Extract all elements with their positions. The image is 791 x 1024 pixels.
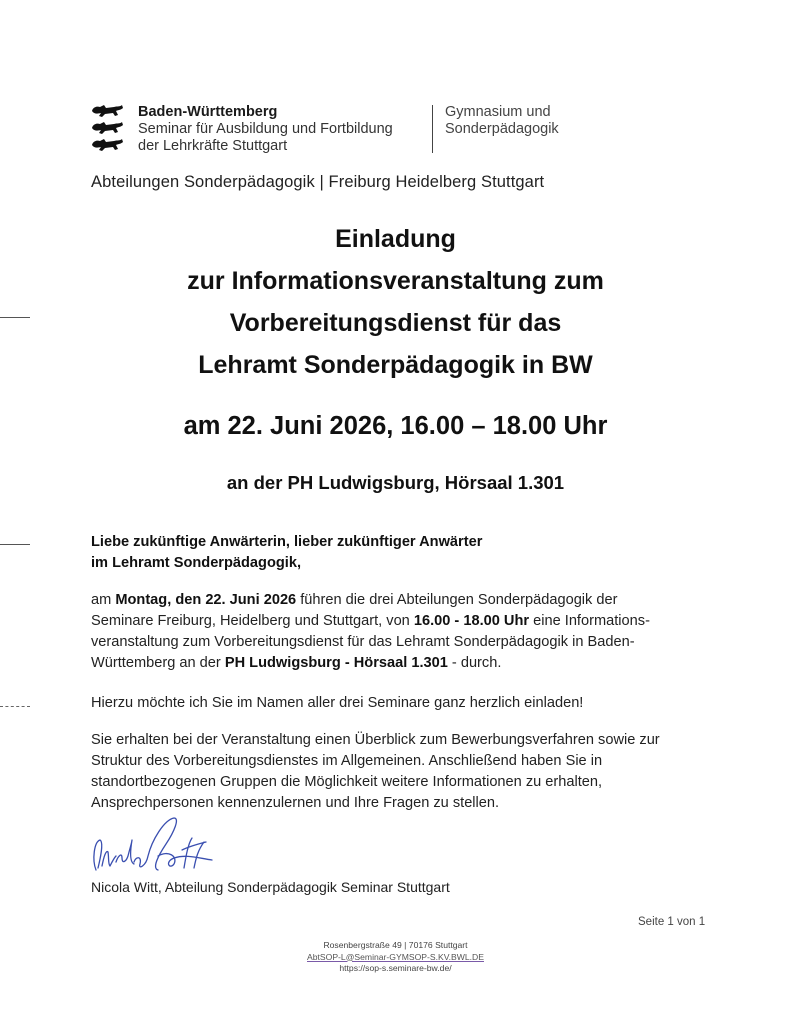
signer-name: Nicola Witt, Abteilung Sonderpädagogik Seminar Stuttgart xyxy=(91,879,450,895)
text: Ansprechpersonen kennenzulernen und Ihre Fragen zu stellen. xyxy=(91,795,500,811)
department-line: Abteilungen Sonderpädagogik | Freiburg Heidelberg Stuttgart xyxy=(91,173,545,191)
handwritten-signature-icon xyxy=(88,812,223,877)
seminar-name xyxy=(138,104,393,155)
greeting-line-1: Liebe zukünftige Anwärterin, lieber zukünftiger Anwärter xyxy=(91,534,483,550)
text: führen die drei Abteilungen Sonderpädagogik der xyxy=(296,592,618,608)
text: Sie erhalten bei der Veranstaltung einen Überblick zum Bewerbungsverfahren sowie zur xyxy=(91,732,660,748)
text: am xyxy=(91,592,116,608)
page-number: Seite 1 von 1 xyxy=(638,916,706,928)
title-line-1: Einladung xyxy=(335,225,456,253)
text: eine Informations- xyxy=(529,613,650,629)
paragraph-event-details xyxy=(91,590,731,674)
seminar-name-line-2: Seminar für Ausbildung und Fortbildung xyxy=(138,121,393,137)
footer-website: https://sop-s.seminare-bw.de/ xyxy=(339,963,452,973)
header-divider xyxy=(432,105,433,153)
footer xyxy=(0,940,791,975)
seminar-name-line-3: der Lehrkräfte Stuttgart xyxy=(138,138,288,154)
punch-mark xyxy=(0,706,30,707)
title-line-3: Vorbereitungsdienst für das xyxy=(229,309,562,337)
paragraph-overview xyxy=(91,730,731,814)
school-type-line-1: Gymnasium und xyxy=(445,104,551,120)
text: Württemberg an der xyxy=(91,655,225,671)
paragraph-invitation: Hierzu möchte ich Sie im Namen aller drei Seminare ganz herzlich einladen! xyxy=(91,695,584,711)
event-location: PH Ludwigsburg - Hörsaal 1.301 xyxy=(224,655,448,671)
event-time: 16.00 - 18.00 Uhr xyxy=(413,613,530,629)
footer-address: Rosenbergstraße 49 | 70176 Stuttgart xyxy=(323,940,468,950)
title-line-2: zur Informationsveranstaltung zum xyxy=(187,267,604,295)
text: Seminare Freiburg, Heidelberg und Stuttgart, von xyxy=(91,613,414,629)
footer-email-link[interactable]: AbtSOP-L@Seminar-GYMSOP-S.KV.BWL.DE xyxy=(307,951,484,962)
state-name: Baden-Württemberg xyxy=(138,104,278,120)
text: Struktur des Vorbereitungsdienstes im Allgemeinen. Anschließend haben Sie in xyxy=(91,753,603,769)
event-date: am 22. Juni 2026, 16.00 – 18.00 Uhr xyxy=(183,412,608,440)
greeting xyxy=(91,532,731,574)
text: veranstaltung zum Vorbereitungsdienst für das Lehramt Sonderpädagogik in Baden- xyxy=(91,634,635,650)
title-line-4: Lehramt Sonderpädagogik in BW xyxy=(198,351,593,379)
greeting-line-2: im Lehramt Sonderpädagogik, xyxy=(91,555,302,571)
page-title xyxy=(0,218,791,386)
school-type-line-2: Sonderpädagogik xyxy=(445,121,559,137)
event-venue: an der PH Ludwigsburg, Hörsaal 1.301 xyxy=(226,472,565,493)
three-lions-coat-of-arms-icon xyxy=(90,102,124,156)
event-day: Montag, den 22. Juni 2026 xyxy=(115,592,297,608)
text: standortbezogenen Gruppen die Möglichkeit weitere Informationen zu erhalten, xyxy=(91,774,603,790)
fold-mark-middle xyxy=(0,544,30,545)
school-type xyxy=(445,104,559,138)
text: - durch. xyxy=(447,655,502,671)
